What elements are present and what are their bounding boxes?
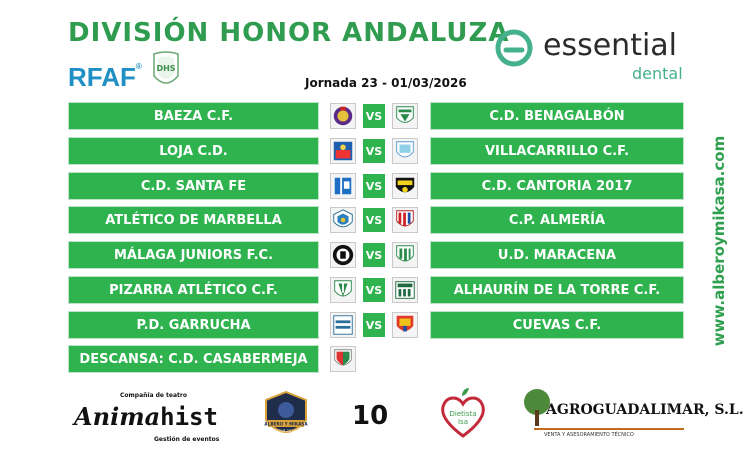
essential-dental-sub: dental (632, 64, 683, 83)
vs-badge: VS (363, 104, 385, 128)
casabermeja-crest-icon (330, 346, 356, 372)
cantoria-crest-icon (392, 173, 418, 199)
home-team: PIZARRA ATLÉTICO C.F. (68, 276, 319, 304)
agro-sub: VENTA Y ASESORAMIENTO TÉCNICO (544, 432, 634, 438)
vs-badge: VS (363, 313, 385, 337)
animahist-logo (70, 392, 220, 444)
dietista-line2: Isa (457, 418, 469, 426)
cuevas-crest-icon (392, 312, 418, 338)
rfaf-logo-text: RFAF (68, 62, 136, 92)
website-link[interactable]: www.alberoymikasa.com (710, 135, 728, 346)
dhs-badge (150, 50, 182, 92)
dietista-isa-logo (436, 386, 490, 442)
website-vertical-text[interactable] (706, 128, 732, 353)
baeza-crest-icon (330, 103, 356, 129)
essential-dental-name: essential (543, 28, 678, 63)
vs-badge: VS (363, 174, 385, 198)
home-team: ATLÉTICO DE MARBELLA (68, 206, 319, 234)
albero-badge-years: 2016-2026 (276, 429, 296, 433)
rfaf-registered-mark: ® (135, 62, 142, 71)
away-team: ALHAURÍN DE LA TORRE C.F. (430, 276, 684, 304)
villacarrillo-crest-icon (392, 138, 418, 164)
malaga-juniors-crest-icon (330, 242, 356, 268)
away-team: C.P. ALMERÍA (430, 206, 684, 234)
vs-badge: VS (363, 139, 385, 163)
home-team: P.D. GARRUCHA (68, 311, 319, 339)
animahist-name-a: Anima (74, 402, 161, 431)
rfaf-logo (68, 62, 142, 93)
almeria-crest-icon (392, 207, 418, 233)
away-team: C.D. CANTORIA 2017 (430, 172, 684, 200)
home-team: BAEZA C.F. (68, 102, 319, 130)
away-team: U.D. MARACENA (430, 241, 684, 269)
garrucha-crest-icon (330, 312, 356, 338)
ten-logo: 10 (352, 401, 389, 431)
marbella-crest-icon (330, 207, 356, 233)
home-team: LOJA C.D. (68, 137, 319, 165)
essential-dental-logo-icon (494, 28, 534, 68)
agro-name: AGROGUADALIMAR, S.L. (546, 402, 744, 418)
agroguadalimar-logo (522, 388, 744, 442)
dhs-badge-text: DHS (156, 64, 176, 73)
dietista-line1: Dietista (449, 410, 477, 418)
alhaurin-crest-icon (392, 277, 418, 303)
maracena-crest-icon (392, 242, 418, 268)
albero-mikasa-badge (262, 390, 310, 446)
benagalbon-crest-icon (392, 103, 418, 129)
away-team: VILLACARRILLO C.F. (430, 137, 684, 165)
loja-crest-icon (330, 138, 356, 164)
animahist-tag: Compañía de teatro (120, 392, 187, 399)
away-team: CUEVAS C.F. (430, 311, 684, 339)
page-title: DIVISIÓN HONOR ANDALUZA (68, 18, 510, 48)
home-team: C.D. SANTA FE (68, 172, 319, 200)
home-team: MÁLAGA JUNIORS F.C. (68, 241, 319, 269)
vs-badge: VS (363, 243, 385, 267)
round-label: Jornada 23 - 01/03/2026 (305, 76, 467, 90)
animahist-name-b: hist (160, 403, 218, 431)
pizarra-crest-icon (330, 277, 356, 303)
albero-badge-num: 10 (283, 434, 289, 438)
away-team: C.D. BENAGALBÓN (430, 102, 684, 130)
santa-fe-crest-icon (330, 173, 356, 199)
vs-badge: VS (363, 208, 385, 232)
rest-team: DESCANSA: C.D. CASABERMEJA (68, 345, 319, 373)
albero-badge-name: ALBERO Y MIKASA (264, 421, 308, 427)
animahist-sub: Gestión de eventos (154, 436, 220, 443)
vs-badge: VS (363, 278, 385, 302)
